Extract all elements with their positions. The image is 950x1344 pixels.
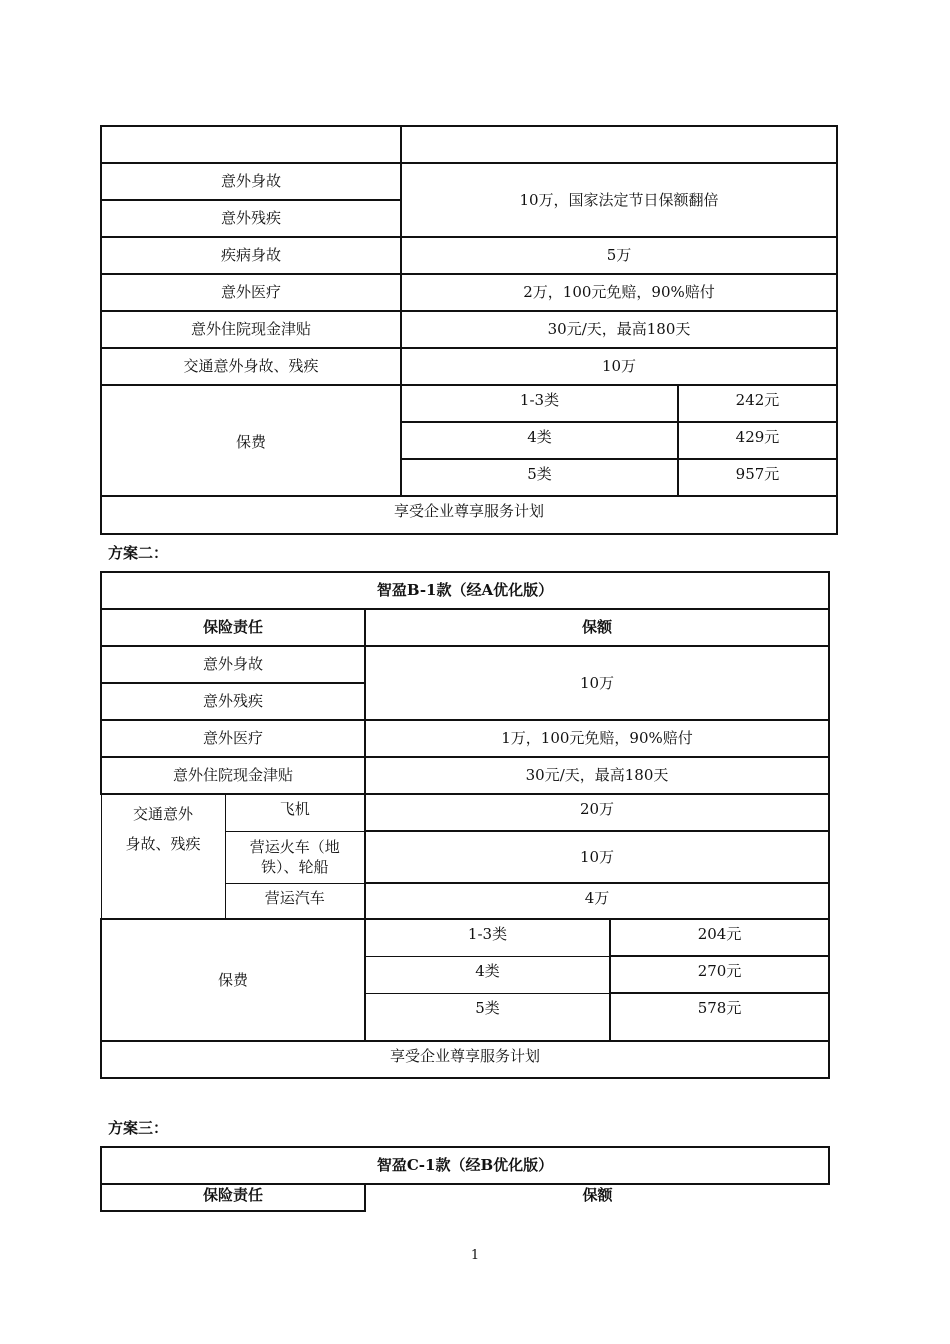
plan1-premium-class-3: 5类 bbox=[401, 459, 678, 496]
plan2-premium-price-3: 578元 bbox=[610, 993, 829, 1041]
plan1-accident-death: 意外身故 bbox=[101, 163, 401, 200]
plan2-car-amount: 4万 bbox=[365, 883, 829, 919]
plan2-col-amount: 保额 bbox=[365, 609, 829, 646]
plan2-premium-class-1: 1-3类 bbox=[365, 919, 610, 956]
plan2-hospital-allowance: 意外住院现金津贴 bbox=[101, 757, 365, 794]
plan2-title: 智盈B-1款（经A优化版） bbox=[101, 572, 829, 609]
plan2-premium-price-2: 270元 bbox=[610, 956, 829, 993]
plan2-train-amount: 10万 bbox=[365, 831, 829, 883]
plan2-premium-class-2: 4类 bbox=[365, 956, 610, 993]
plan1-premium-label: 保费 bbox=[101, 385, 401, 496]
plan3-table bbox=[100, 1146, 830, 1212]
plan2-premium-class-3: 5类 bbox=[365, 993, 610, 1041]
plan1-accident-medical: 意外医疗 bbox=[101, 274, 401, 311]
plan2-train-line1: 营运火车（地 bbox=[249, 837, 340, 856]
plan2-heading: 方案二： bbox=[108, 544, 169, 562]
plan2-traffic-label-line2: 身故、残疾 bbox=[125, 835, 201, 853]
plan1-table bbox=[100, 125, 838, 535]
plan1-traffic: 交通意外身故、残疾 bbox=[101, 348, 401, 385]
plan2-premium-label: 保费 bbox=[101, 919, 365, 1041]
plan2-footer: 享受企业尊享服务计划 bbox=[101, 1041, 829, 1078]
plan1-premium-class-1: 1-3类 bbox=[401, 385, 678, 422]
plan2-medical-amount: 1万，100元免赔，90%赔付 bbox=[365, 720, 829, 757]
plan3-col-amount: 保额 bbox=[365, 1184, 829, 1211]
plan1-header-left bbox=[101, 126, 401, 163]
plan1-accident-amount: 10万，国家法定节日保额翻倍 bbox=[401, 163, 837, 237]
plan1-premium-class-2: 4类 bbox=[401, 422, 678, 459]
plan1-accident-disability: 意外残疾 bbox=[101, 200, 401, 237]
plan2-col-liability: 保险责任 bbox=[101, 609, 365, 646]
plan2-traffic-label-line1: 交通意外 bbox=[132, 805, 193, 823]
plan2-accident-death: 意外身故 bbox=[101, 646, 365, 683]
plan1-footer: 享受企业尊享服务计划 bbox=[101, 496, 837, 534]
plan3-col-liability: 保险责任 bbox=[101, 1184, 365, 1211]
plan2-accident-amount: 10万 bbox=[365, 646, 829, 720]
plan1-premium-price-3: 957元 bbox=[678, 459, 837, 496]
plan1-premium-price-2: 429元 bbox=[678, 422, 837, 459]
plan1-premium-price-1: 242元 bbox=[678, 385, 837, 422]
plan1-allowance-amount: 30元/天，最高180天 bbox=[401, 311, 837, 348]
plan2-traffic-label bbox=[101, 794, 225, 919]
plan3-title: 智盈C-1款（经B优化版） bbox=[101, 1147, 829, 1184]
plan2-allowance-amount: 30元/天，最高180天 bbox=[365, 757, 829, 794]
plan1-medical-amount: 2万，100元免赔，90%赔付 bbox=[401, 274, 837, 311]
plan2-premium-price-1: 204元 bbox=[610, 919, 829, 956]
plan1-hospital-allowance: 意外住院现金津贴 bbox=[101, 311, 401, 348]
plan1-illness-amount: 5万 bbox=[401, 237, 837, 274]
page-number: 1 bbox=[470, 1248, 480, 1263]
plan2-accident-disability: 意外残疾 bbox=[101, 683, 365, 720]
plan1-header-right bbox=[401, 126, 837, 163]
plan2-accident-medical: 意外医疗 bbox=[101, 720, 365, 757]
plan2-table bbox=[100, 571, 830, 1079]
plan2-car: 营运汽车 bbox=[225, 883, 365, 919]
plan2-plane-amount: 20万 bbox=[365, 794, 829, 831]
plan2-train bbox=[225, 831, 365, 883]
plan2-plane: 飞机 bbox=[225, 794, 365, 831]
plan3-heading: 方案三： bbox=[108, 1119, 169, 1137]
plan1-traffic-amount: 10万 bbox=[401, 348, 837, 385]
plan1-illness-death: 疾病身故 bbox=[101, 237, 401, 274]
plan2-train-line2: 铁）、轮船 bbox=[260, 858, 329, 876]
